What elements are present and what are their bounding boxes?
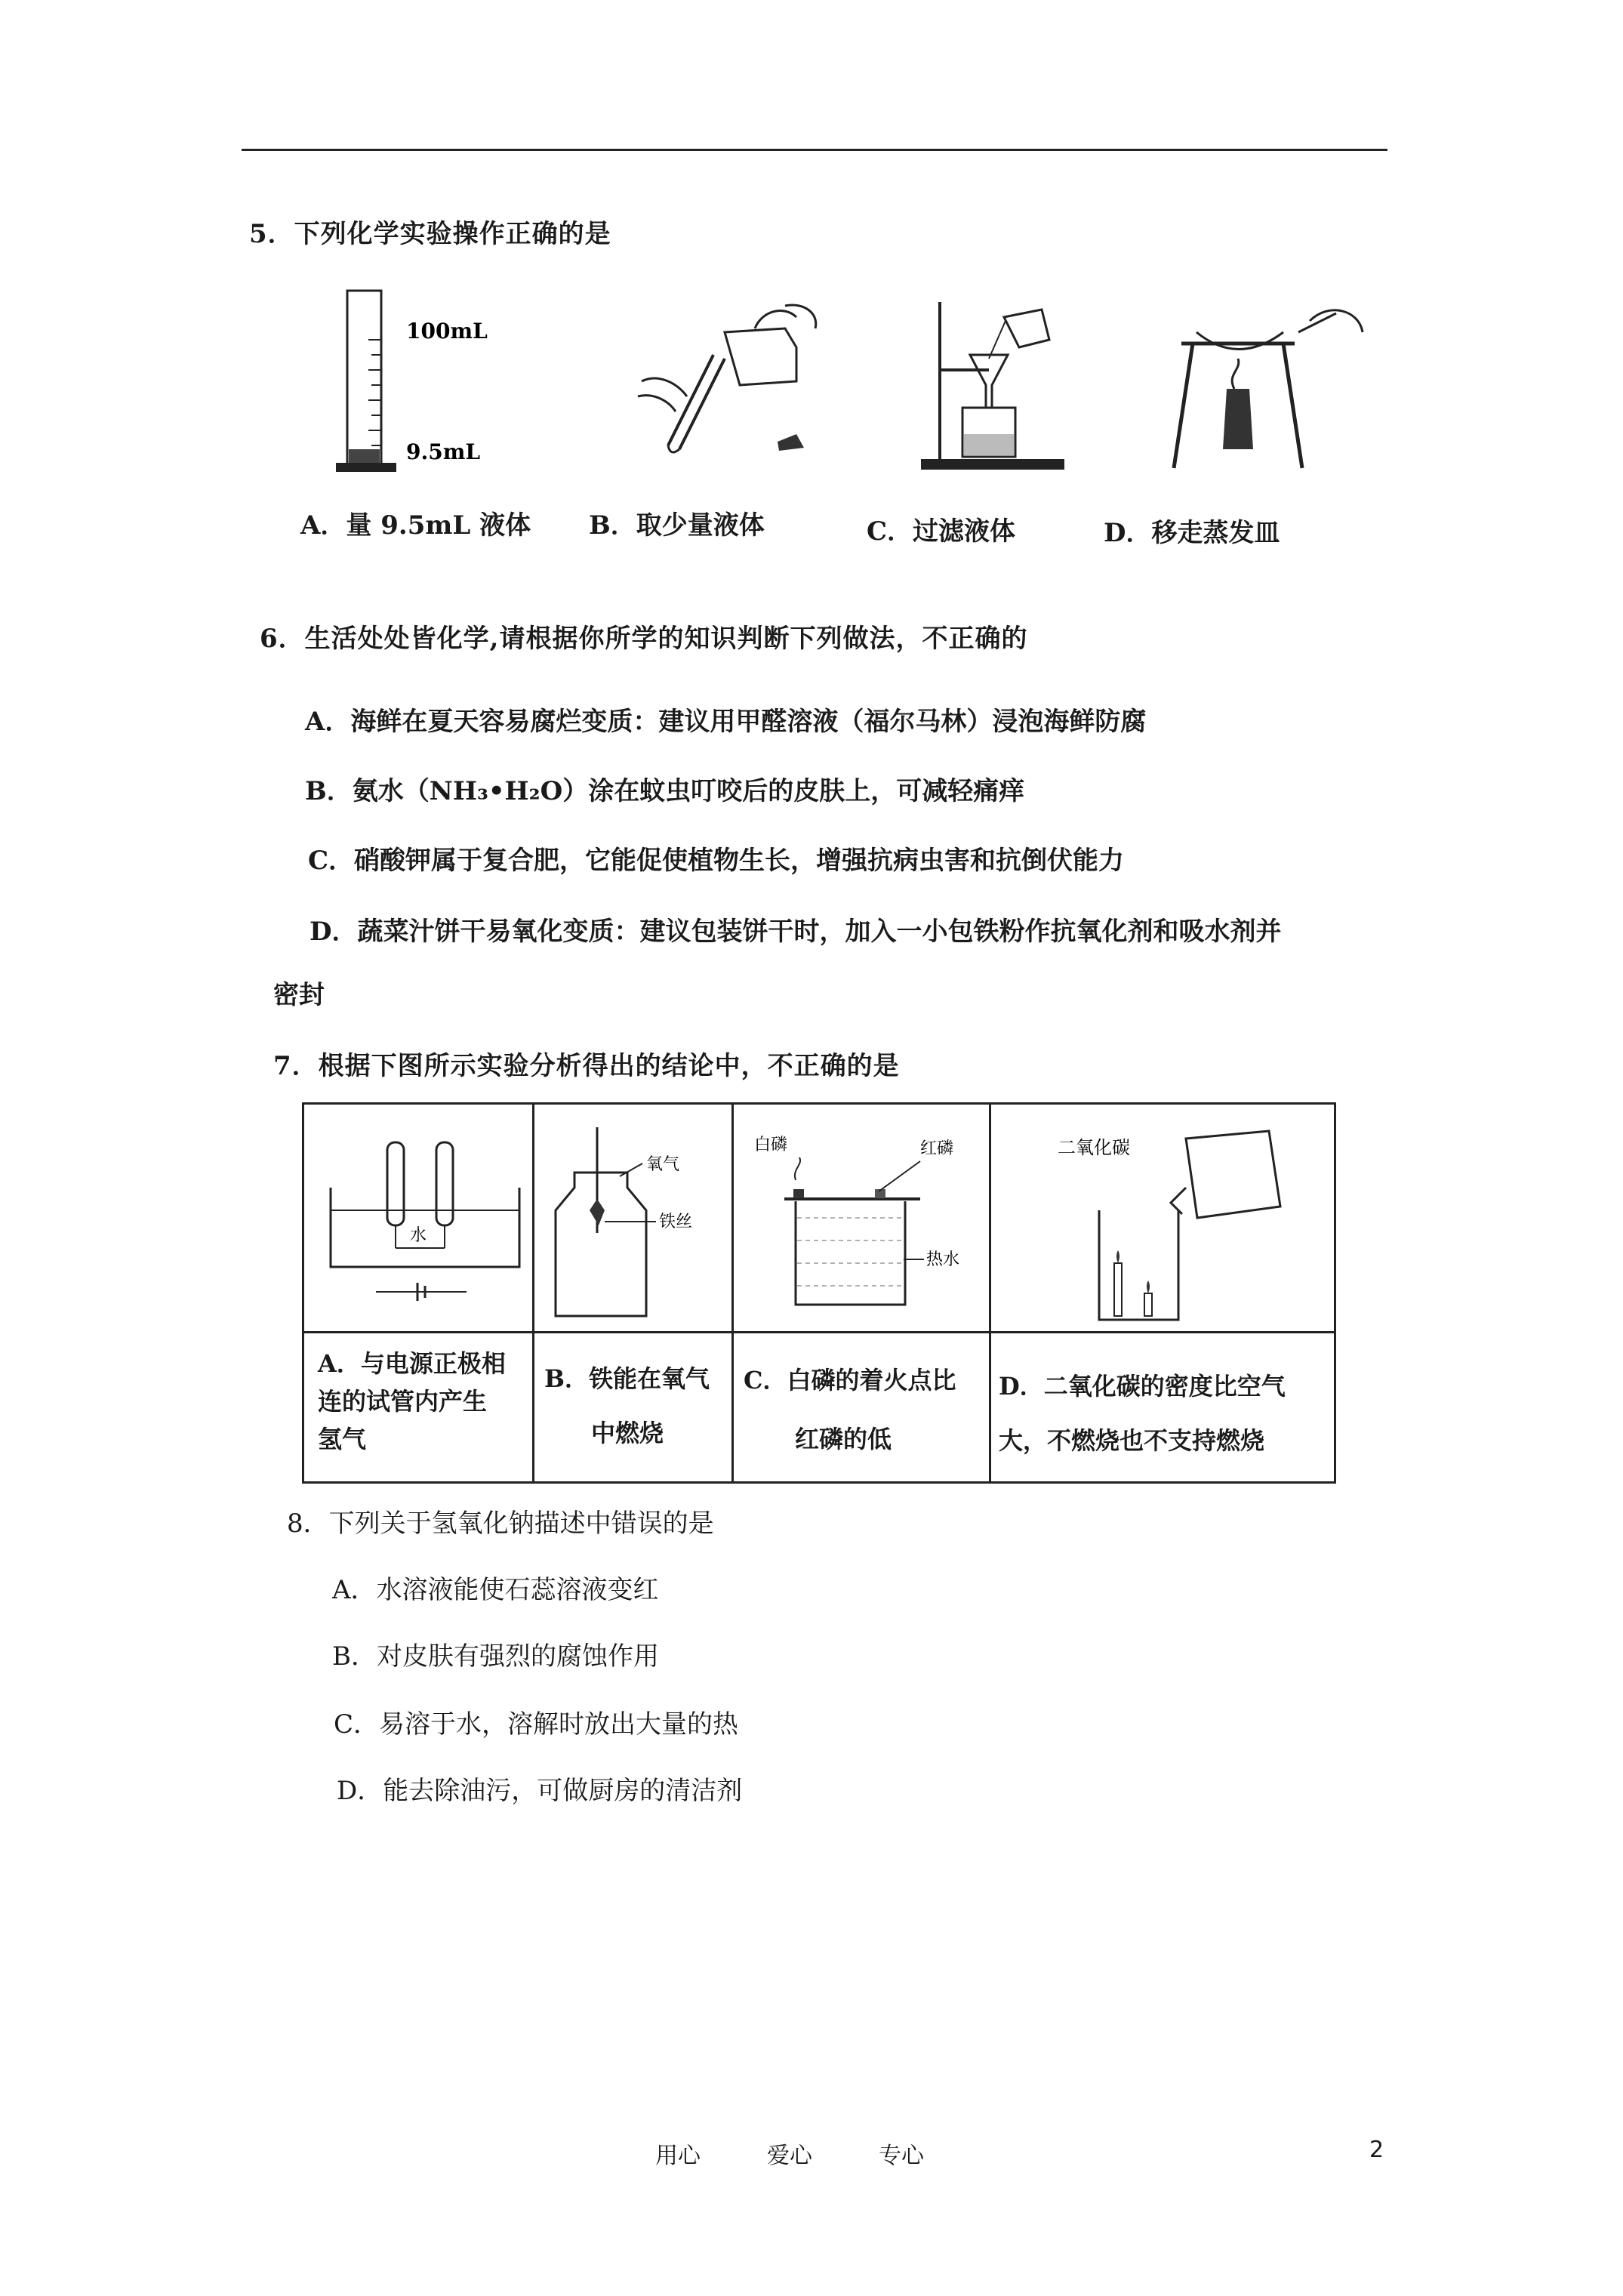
table-divider xyxy=(304,1331,1334,1333)
q6-option-d-continuation: 密封 xyxy=(273,980,325,1010)
q8-option-c: C．易溶于水，溶解时放出大量的热 xyxy=(334,1709,739,1740)
q7-figure-iron-oxygen xyxy=(544,1127,725,1324)
footer-motto-1: 用心 xyxy=(655,2143,701,2169)
q8-option-d: D．能去除油污，可做厨房的清洁剂 xyxy=(337,1776,743,1806)
page-number: 2 xyxy=(1369,2137,1384,2163)
q5-figure-pouring xyxy=(634,298,830,472)
q5-title: 5．下列化学实验操作正确的是 xyxy=(249,219,611,249)
q7-cell-d-line2: 大，不燃烧也不支持燃烧 xyxy=(999,1426,1265,1455)
q6-option-c: C．硝酸钾属于复合肥，它能促使植物生长，增强抗病虫害和抗倒伏能力 xyxy=(308,846,1125,876)
q7-cell-a-line2: 连的试管内产生 xyxy=(318,1387,488,1416)
q7-cell-b-line2: 中燃烧 xyxy=(591,1419,664,1447)
q6-option-b: B．氨水（NH₃•H₂O）涂在蚊虫叮咬后的皮肤上，可减轻痛痒 xyxy=(305,776,1025,806)
q7-figure-phosphorus xyxy=(739,1120,984,1324)
q5-figure-filtration xyxy=(913,287,1087,476)
cyl-label-top: 100mL xyxy=(406,319,488,344)
q7-figure-electrolysis xyxy=(316,1127,527,1324)
q7-experiment-table xyxy=(302,1102,1336,1484)
q5-figure-evaporation xyxy=(1163,298,1374,476)
label-co2: 二氧化碳 xyxy=(1058,1137,1130,1158)
q7-figure-co2 xyxy=(997,1116,1329,1327)
q8-option-a: A．水溶液能使石蕊溶液变红 xyxy=(332,1575,659,1605)
q6-option-d: D．蔬菜汁饼干易氧化变质：建议包装饼干时，加入一小包铁粉作抗氧化剂和吸水剂并 xyxy=(310,917,1282,947)
label-oxygen: 氧气 xyxy=(646,1155,680,1174)
q5-option-b: B．取少量液体 xyxy=(589,510,765,541)
table-divider xyxy=(731,1105,734,1481)
q7-cell-c-line1: C．白磷的着火点比 xyxy=(744,1366,956,1395)
label-red-phosphorus: 红磷 xyxy=(920,1139,954,1158)
q7-title: 7．根据下图所示实验分析得出的结论中，不正确的是 xyxy=(273,1051,900,1081)
q5-option-d: D．移走蒸发皿 xyxy=(1104,518,1280,548)
q5-figure-cylinder xyxy=(332,279,528,483)
label-water: 水 xyxy=(410,1226,427,1245)
q7-cell-b-line1: B．铁能在氧气 xyxy=(544,1364,710,1393)
cyl-label-bottom: 9.5mL xyxy=(406,439,481,464)
q6-option-a: A．海鲜在夏天容易腐烂变质：建议用甲醛溶液（福尔马林）浸泡海鲜防腐 xyxy=(305,707,1147,737)
table-divider xyxy=(989,1105,991,1481)
footer-motto-3: 专心 xyxy=(879,2143,924,2169)
q7-cell-c-line2: 红磷的低 xyxy=(795,1425,892,1453)
label-white-phosphorus: 白磷 xyxy=(754,1136,788,1154)
header-rule xyxy=(242,149,1387,151)
label-iron-wire: 铁丝 xyxy=(659,1213,693,1231)
q8-title: 8．下列关于氢氧化钠描述中错误的是 xyxy=(287,1509,714,1539)
q5-option-c: C．过滤液体 xyxy=(867,516,1016,547)
table-divider xyxy=(532,1105,534,1481)
label-hot-water: 热水 xyxy=(926,1250,960,1269)
q7-cell-d-line1: D．二氧化碳的密度比空气 xyxy=(999,1372,1286,1401)
footer-motto-2: 爱心 xyxy=(767,2143,812,2169)
q6-title: 6．生活处处皆化学,请根据你所学的知识判断下列做法，不正确的 xyxy=(260,624,1028,654)
q8-option-b: B．对皮肤有强烈的腐蚀作用 xyxy=(332,1641,659,1672)
q5-option-a: A．量 9.5mL 液体 xyxy=(300,510,531,541)
q7-cell-a-line3: 氢气 xyxy=(318,1425,367,1453)
q7-cell-a-line1: A．与电源正极相 xyxy=(318,1349,506,1378)
